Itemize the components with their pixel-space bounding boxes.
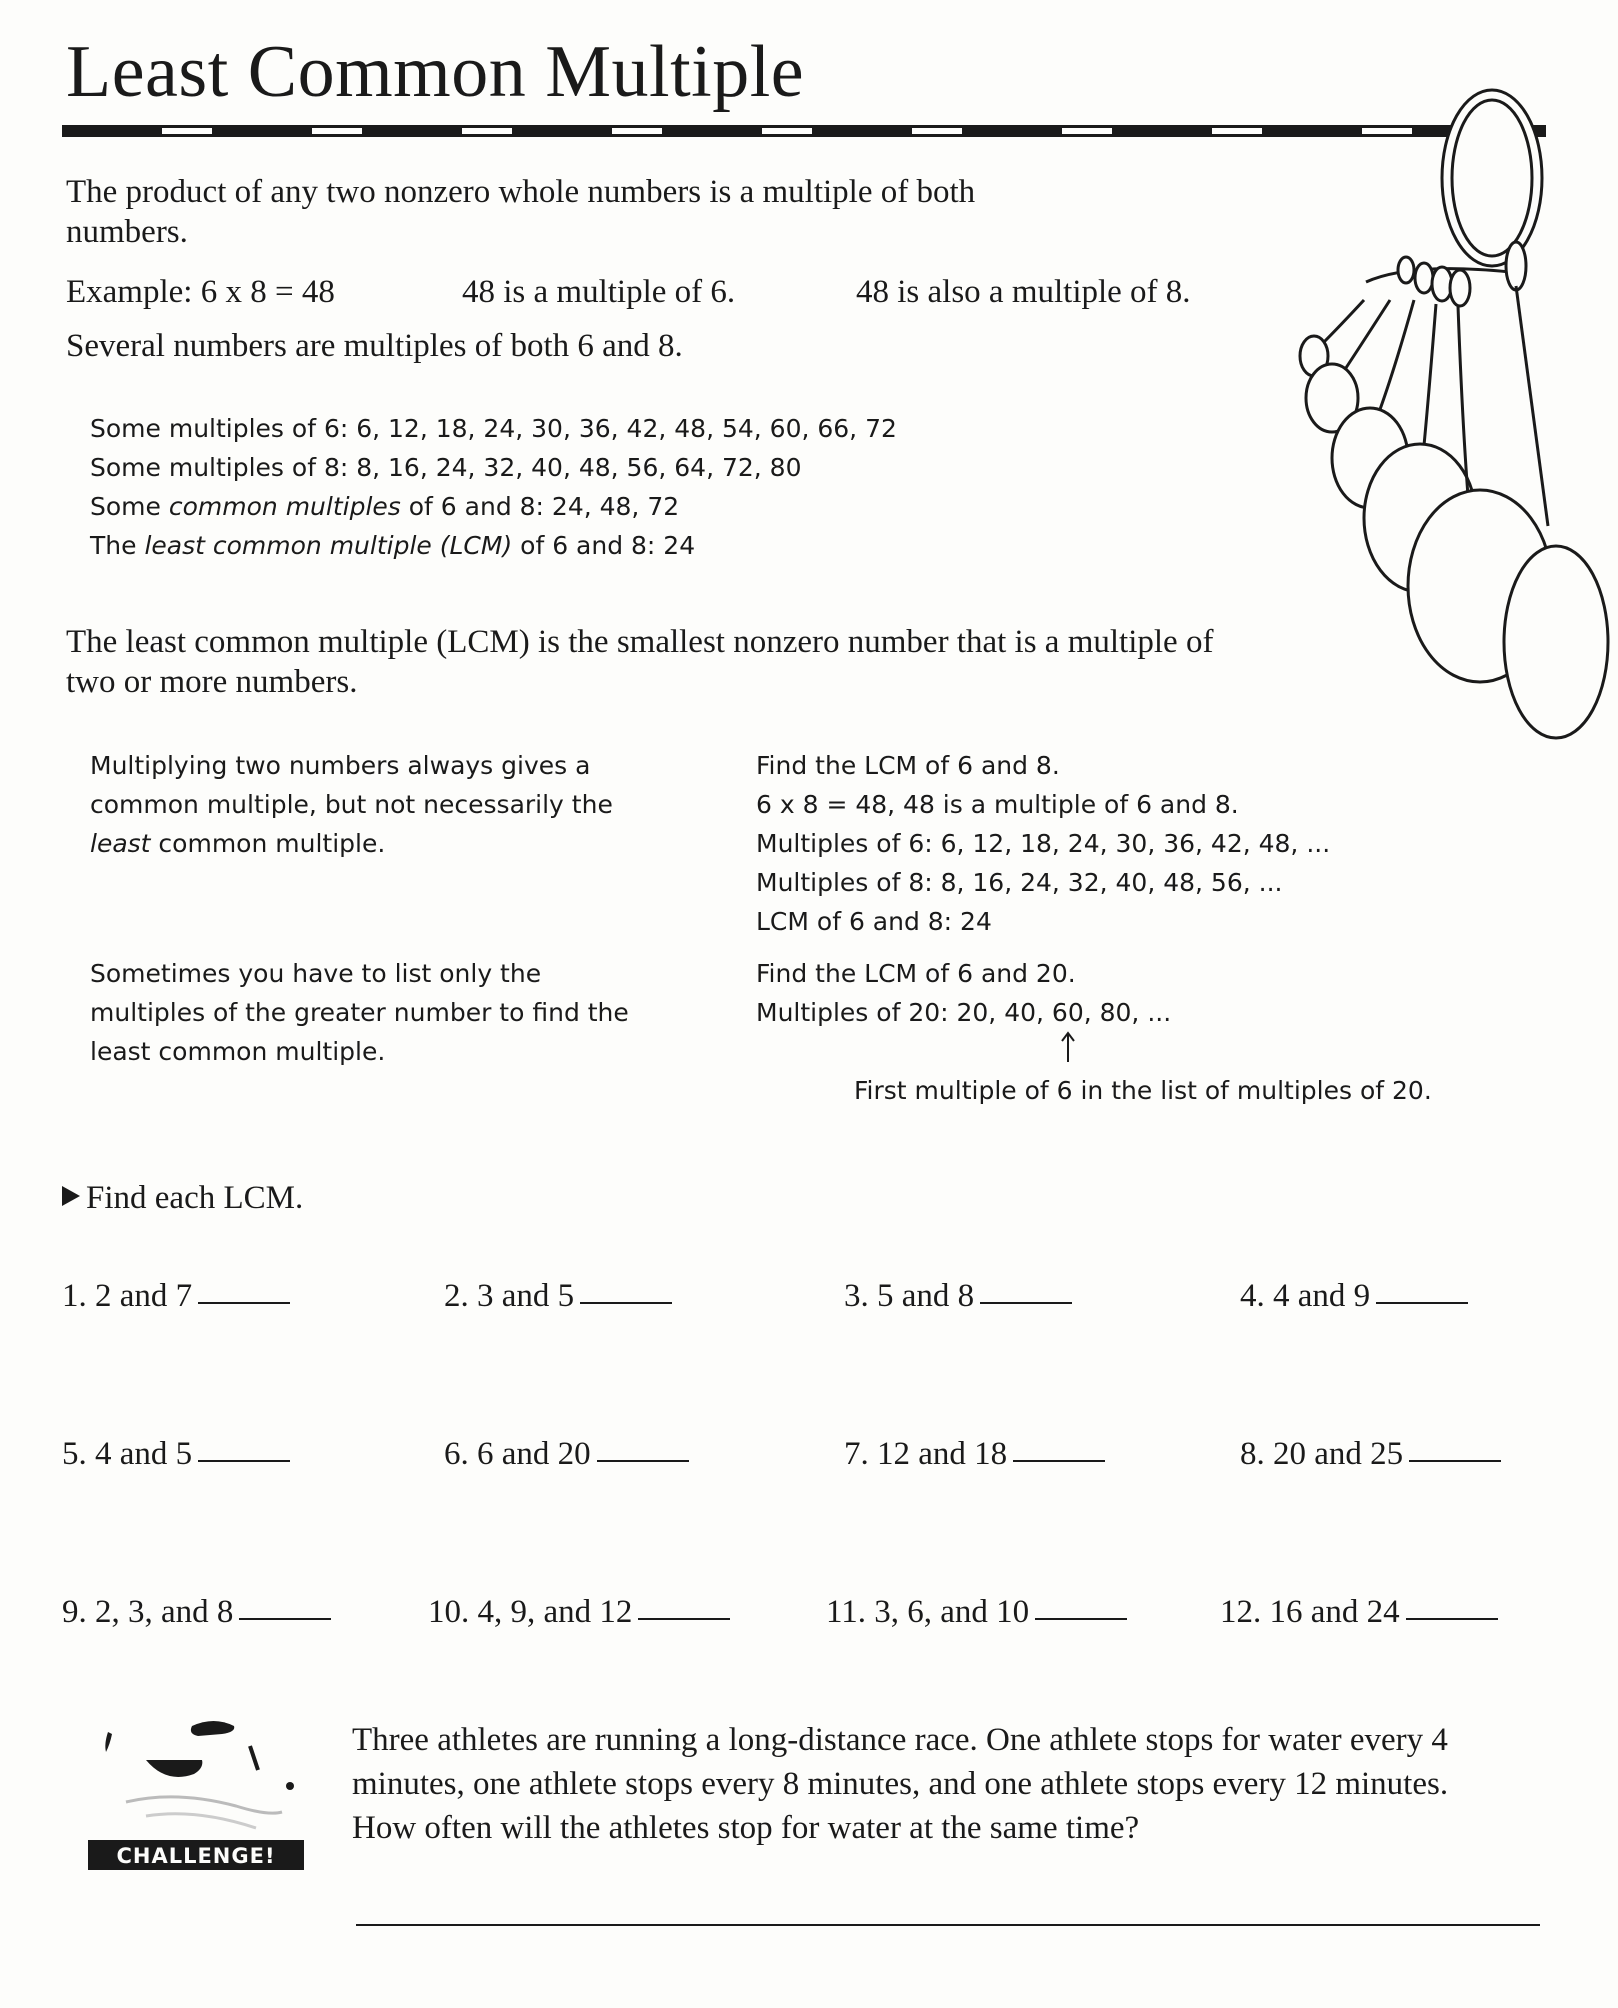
example-1 — [756, 746, 1476, 941]
answer-blank[interactable] — [1035, 1617, 1127, 1620]
problem-12 — [1220, 1594, 1498, 1631]
problem-label: 12. 16 and 24 — [1220, 1594, 1400, 1630]
example2-line1: Find the LCM of 6 and 20. — [756, 959, 1076, 988]
example1-line: Find the LCM of 6 and 8. — [756, 751, 1060, 780]
problem-label: 5. 4 and 5 — [62, 1436, 193, 1472]
answer-blank[interactable] — [980, 1301, 1072, 1304]
example1-line: 6 x 8 = 48, 48 is a multiple of 6 and 8. — [756, 790, 1239, 819]
problem-1 — [62, 1278, 290, 1315]
note-greater-number: Sometimes you have to list only the multiples of the greater number to find the least common multiple. — [90, 959, 629, 1066]
answer-blank[interactable] — [198, 1459, 290, 1462]
triangle-bullet-icon — [62, 1186, 80, 1206]
answer-blank[interactable] — [597, 1459, 689, 1462]
problem-4 — [1240, 1278, 1468, 1315]
problem-9 — [62, 1594, 331, 1631]
example-note-1: 48 is a multiple of 6. — [462, 274, 736, 310]
common-prefix: Some — [90, 492, 169, 521]
problem-5 — [62, 1436, 290, 1473]
example1-line: Multiples of 6: 6, 12, 18, 24, 30, 36, 42, 48, ... — [756, 829, 1331, 858]
intro-text: The product of any two nonzero whole numbers is a multiple of both numbers. — [66, 174, 976, 250]
problem-label: 1. 2 and 7 — [62, 1278, 193, 1314]
lcm-prefix: The — [90, 531, 145, 560]
measuring-spoons-icon — [1280, 86, 1610, 746]
answer-blank[interactable] — [1409, 1459, 1501, 1462]
problem-2 — [444, 1278, 672, 1315]
problem-label: 6. 6 and 20 — [444, 1436, 591, 1472]
problem-label: 3. 5 and 8 — [844, 1278, 975, 1314]
example1-line: Multiples of 8: 8, 16, 24, 32, 40, 48, 56, ... — [756, 868, 1283, 897]
answer-blank[interactable] — [198, 1301, 290, 1304]
problem-label: 4. 4 and 9 — [1240, 1278, 1371, 1314]
challenge-badge-text: CHALLENGE! — [116, 1844, 276, 1868]
lcm-suffix: of 6 and 8: 24 — [512, 531, 696, 560]
note1-term: least — [90, 829, 151, 858]
common-term: common multiples — [168, 492, 401, 521]
problem-8 — [1240, 1436, 1501, 1473]
multiples-of-8: Some multiples of 8: 8, 16, 24, 32, 40, 48, 56, 64, 72, 80 — [90, 453, 802, 482]
challenge-problem: Three athletes are running a long-distance race. One athlete stops for water every 4 minutes, one athlete stops every 8 minutes, and one athlete stops every 12 minutes. How often will the athletes stop for water at the same time? — [352, 1722, 1449, 1846]
answer-blank[interactable] — [239, 1617, 331, 1620]
problem-label: 2. 3 and 5 — [444, 1278, 575, 1314]
note-multiplying — [90, 746, 650, 863]
instruction — [62, 1180, 303, 1217]
problem-label: 10. 4, 9, and 12 — [428, 1594, 633, 1630]
up-arrow-icon — [1058, 1030, 1078, 1064]
problem-6 — [444, 1436, 689, 1473]
answer-blank[interactable] — [1013, 1459, 1105, 1462]
example2-pointer-note: First multiple of 6 in the list of multiples of 20. — [854, 1076, 1432, 1105]
note1-after: common multiple. — [150, 829, 386, 858]
lcm-term: least common multiple (LCM) — [144, 531, 513, 560]
common-multiples — [90, 487, 679, 526]
example2-line2: Multiples of 20: 20, 40, 60, 80, ... — [756, 998, 1172, 1027]
problem-11 — [826, 1594, 1127, 1631]
problem-7 — [844, 1436, 1105, 1473]
page-title: Least Common Multiple — [66, 31, 805, 113]
problem-10 — [428, 1594, 730, 1631]
example-note-2: 48 is also a multiple of 8. — [856, 274, 1191, 310]
several-text: Several numbers are multiples of both 6 and 8. — [66, 328, 683, 364]
problem-label: 9. 2, 3, and 8 — [62, 1594, 234, 1630]
lcm-line — [90, 526, 695, 565]
note1-before: Multiplying two numbers always gives a common multiple, but not necessarily the — [90, 751, 613, 819]
answer-blank[interactable] — [580, 1301, 672, 1304]
challenge-runner-icon — [86, 1716, 306, 1871]
lcm-definition: The least common multiple (LCM) is the smallest nonzero number that is a multiple of two or more numbers. — [66, 624, 1214, 700]
example1-line: LCM of 6 and 8: 24 — [756, 907, 992, 936]
challenge-answer-line[interactable] — [356, 1924, 1540, 1926]
common-suffix: of 6 and 8: 24, 48, 72 — [400, 492, 680, 521]
problem-3 — [844, 1278, 1072, 1315]
answer-blank[interactable] — [1376, 1301, 1468, 1304]
problem-label: 11. 3, 6, and 10 — [826, 1594, 1030, 1630]
multiples-of-6: Some multiples of 6: 6, 12, 18, 24, 30, 36, 42, 48, 54, 60, 66, 72 — [90, 414, 897, 443]
problem-label: 7. 12 and 18 — [844, 1436, 1008, 1472]
answer-blank[interactable] — [1406, 1617, 1498, 1620]
answer-blank[interactable] — [638, 1617, 730, 1620]
example-equation: Example: 6 x 8 = 48 — [66, 274, 335, 310]
instruction-text: Find each LCM. — [86, 1180, 304, 1216]
problem-label: 8. 20 and 25 — [1240, 1436, 1404, 1472]
